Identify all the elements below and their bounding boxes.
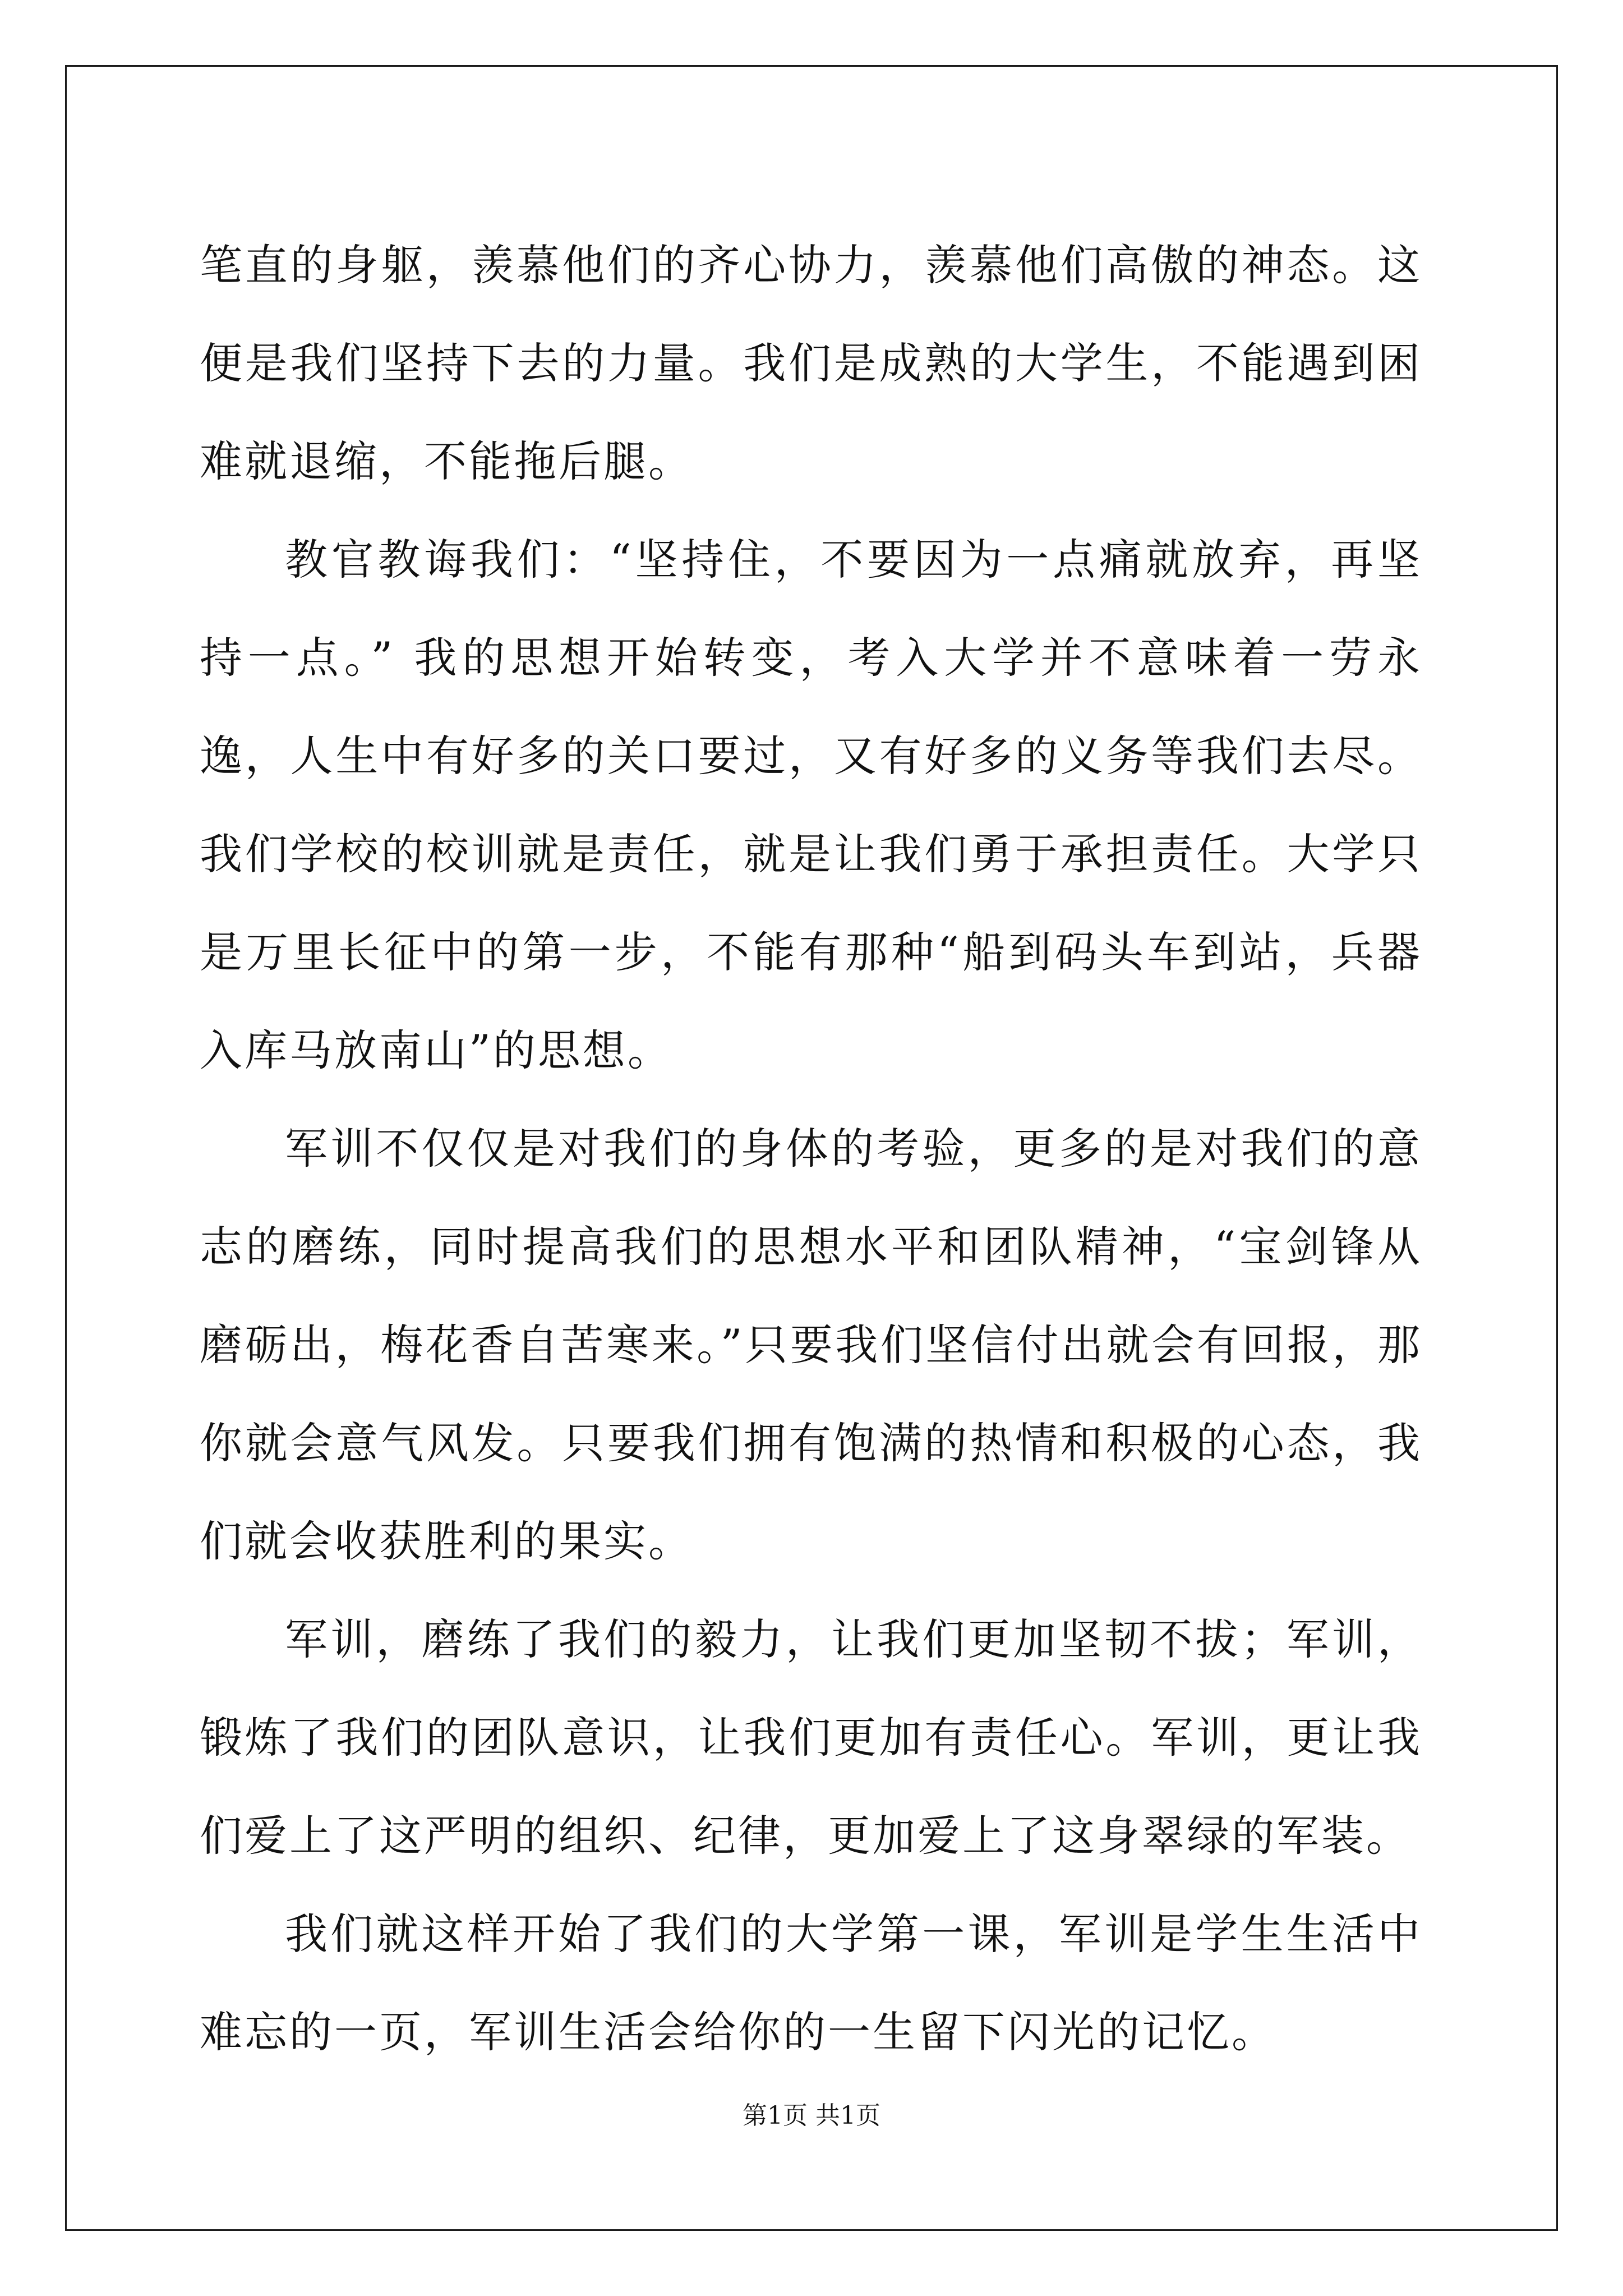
paragraph-3: 军训不仅仅是对我们的身体的考验，更多的是对我们的意志的磨练，同时提高我们的思想水平和团队精神，“宝剑锋从磨砺出，梅花香自苦寒来。”只要我们坚信付出就会有回报，那你就会意气风发。只要我们拥有饱满的热情和积极的心态，我们就会收获胜利的果实。 (200, 1124, 1422, 1566)
paragraph-2: 教官教诲我们：“坚持住，不要因为一点痛就放弃，再坚持一点。” 我的思想开始转变，考入大学并不意味着一劳永逸，人生中有好多的关口要过，又有好多的义务等我们去尽。我们学校的校训就是责任，就是让我们勇于承担责任。大学只是万里长征中的第一步，不能有那种“船到码头车到站，兵器入库马放南山”的思想。 (200, 535, 1422, 1075)
paragraph-5: 我们就这样开始了我们的大学第一课，军训是学生生活中难忘的一页，军训生活会给你的一生留下闪光的记忆。 (200, 1909, 1422, 2057)
paragraph-4: 军训，磨练了我们的毅力，让我们更加坚韧不拔；军训，锻炼了我们的团队意识，让我们更加有责任心。军训，更让我们爱上了这严明的组织、纪律，更加爱上了这身翠绿的军装。 (200, 1614, 1422, 1861)
page-number-footer: 第1页 共1页 (743, 2101, 880, 2130)
paragraph-1: 笔直的身躯，羡慕他们的齐心协力，羡慕他们高傲的神态。这便是我们坚持下去的力量。我们是成熟的大学生，不能遇到困难就退缩，不能拖后腿。 (200, 240, 1422, 486)
document-body (200, 216, 1422, 2081)
